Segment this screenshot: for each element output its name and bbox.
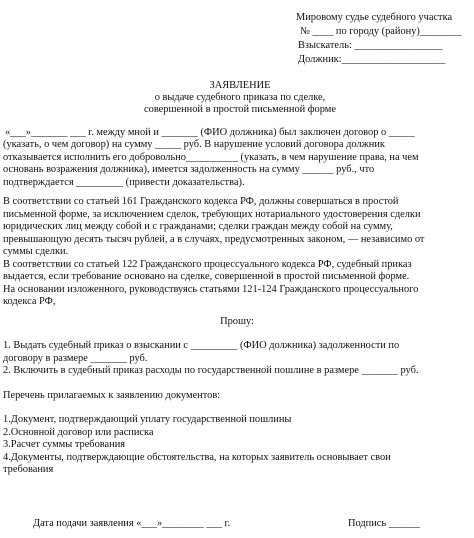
debtor-line: Должник:____________________ [298,54,446,65]
attachment-3: 3.Расчет суммы требования [3,439,126,451]
paragraph-contract: «___»_______ ___ г. между мной и _______ (ФИО должника) был заключен договор о _____ (указать, о чем договор) на сумму _____ руб. В нарушение условий договора должник отказывается исполнить его добровольно__________ (указать, в чем нарушение права, на чем основань возражения должника), имеется задолженность на сумму ______ руб., что подтверждается _________ (привести доказательства). [3,127,419,188]
title-sub-2: совершенной в простой письменной форме [144,104,336,115]
attachments-heading: Перечень прилагаемых к заявлению документов: [3,389,221,401]
request-item-2: 2. Включить в судебный приказ расходы по государственной пошлине в размере _______ руб. [3,365,419,377]
title-main: ЗАЯВЛЕНИЕ [209,80,271,91]
addressee-court: Мировому судье судебного участка [296,12,453,23]
signature-line: Подпись ______ [348,518,420,529]
claimant-line: Взыскатель: _________________ [298,40,443,51]
request-heading: Прошу: [220,315,254,327]
paragraph-basis: На основании изложенного, руководствуясь статьями 121-124 Гражданского процессуального кодекса РФ, [3,283,419,308]
paragraph-article-161: В соответствии со статьей 161 Гражданского кодекса РФ, должны совершаться в простой письменной форме, за исключением сделок, требующих нотариального удостоверения сделки юридических лиц между собой и с гражданами; сделки граждан между собой на сумму, превышающую десять тысяч рублей, а в случаях, предусмотренных законом, — независимо от суммы сделки. [3,196,425,258]
paragraph-article-122: В соответствии со статьей 122 Гражданского процессуального кодекса РФ, судебный приказ выдается, если требование основано на сделке, совершенной в простой письменной форме. [3,258,412,283]
attachment-1: 1.Документ, подтверждающий уплату государственной пошлины [3,414,292,426]
addressee-district: № ____ по городу (району)________ [300,26,462,37]
document-body [3,127,471,477]
title-sub-1: о выдаче судебного приказа по сделке, [154,92,326,103]
document-title [60,80,420,116]
addressee-block [296,12,472,68]
attachment-4: 4.Документы, подтверждающие обстоятельства, на которых заявитель основывает свои требования [3,451,391,476]
attachment-2: 2.Основной договор или расписка [3,426,154,438]
request-item-1: 1. Выдать судебный приказ о взыскании с _________ (ФИО должника) задолженности по договору в размере _______ руб. [3,340,400,364]
submission-date: Дата подачи заявления «___»________ ___ г. [33,518,231,529]
